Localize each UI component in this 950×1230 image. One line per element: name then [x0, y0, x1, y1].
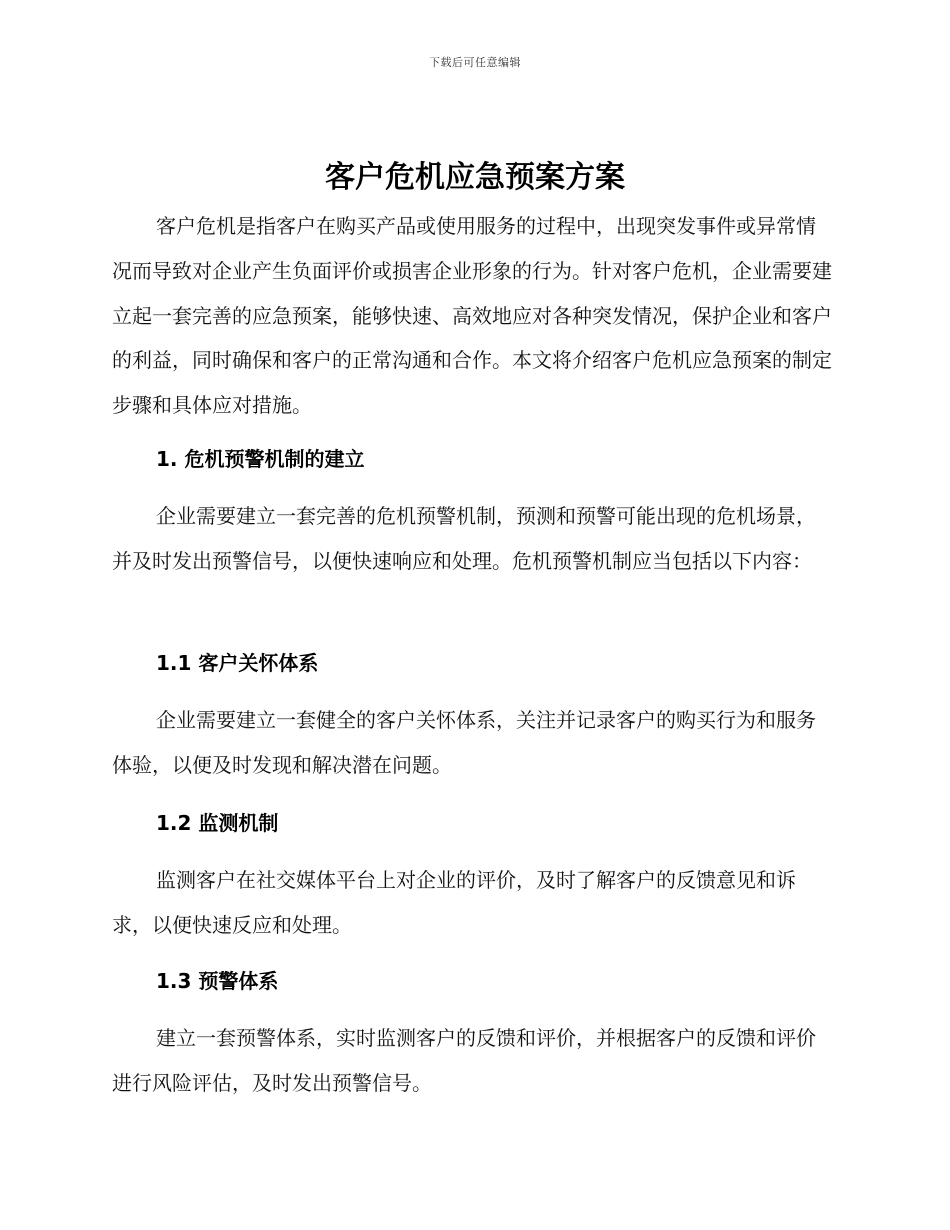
section-body-1-2: 监测客户在社交媒体平台上对企业的评价，及时了解客户的反馈意见和诉求，以便快速反应和处理。: [112, 868, 796, 937]
header-note: 下载后可任意编辑: [429, 56, 521, 69]
section-body-1-3: 建立一套预警体系，实时监测客户的反馈和评价，并根据客户的反馈和评价进行风险评估，及时发出预警信号。: [112, 1026, 816, 1095]
section-body-1: 企业需要建立一套完善的危机预警机制，预测和预警可能出现的危机场景，并及时发出预警信号，以便快速响应和处理。危机预警机制应当包括以下内容：: [112, 504, 816, 573]
section-heading-1-2: 1.2 监测机制: [156, 811, 279, 835]
intro-paragraph: 客户危机是指客户在购买产品或使用服务的过程中，出现突发事件或异常情况而导致对企业产生负面评价或损害企业形象的行为。针对客户危机，企业需要建立起一套完善的应急预案，能够快速、高效地应对各种突发情况，保护企业和客户的利益，同时确保和客户的正常沟通和合作。本文将介绍客户危机应急预案的制定步骤和具体应对措施。: [112, 214, 832, 418]
section-body-1-1: 企业需要建立一套健全的客户关怀体系，关注并记录客户的购买行为和服务体验，以便及时发现和解决潜在问题。: [112, 708, 816, 777]
section-heading-1-3: 1.3 预警体系: [156, 969, 279, 993]
document-title: 客户危机应急预案方案: [325, 160, 625, 195]
section-heading-1: 1. 危机预警机制的建立: [156, 447, 365, 471]
section-heading-1-1: 1.1 客户关怀体系: [156, 651, 319, 675]
